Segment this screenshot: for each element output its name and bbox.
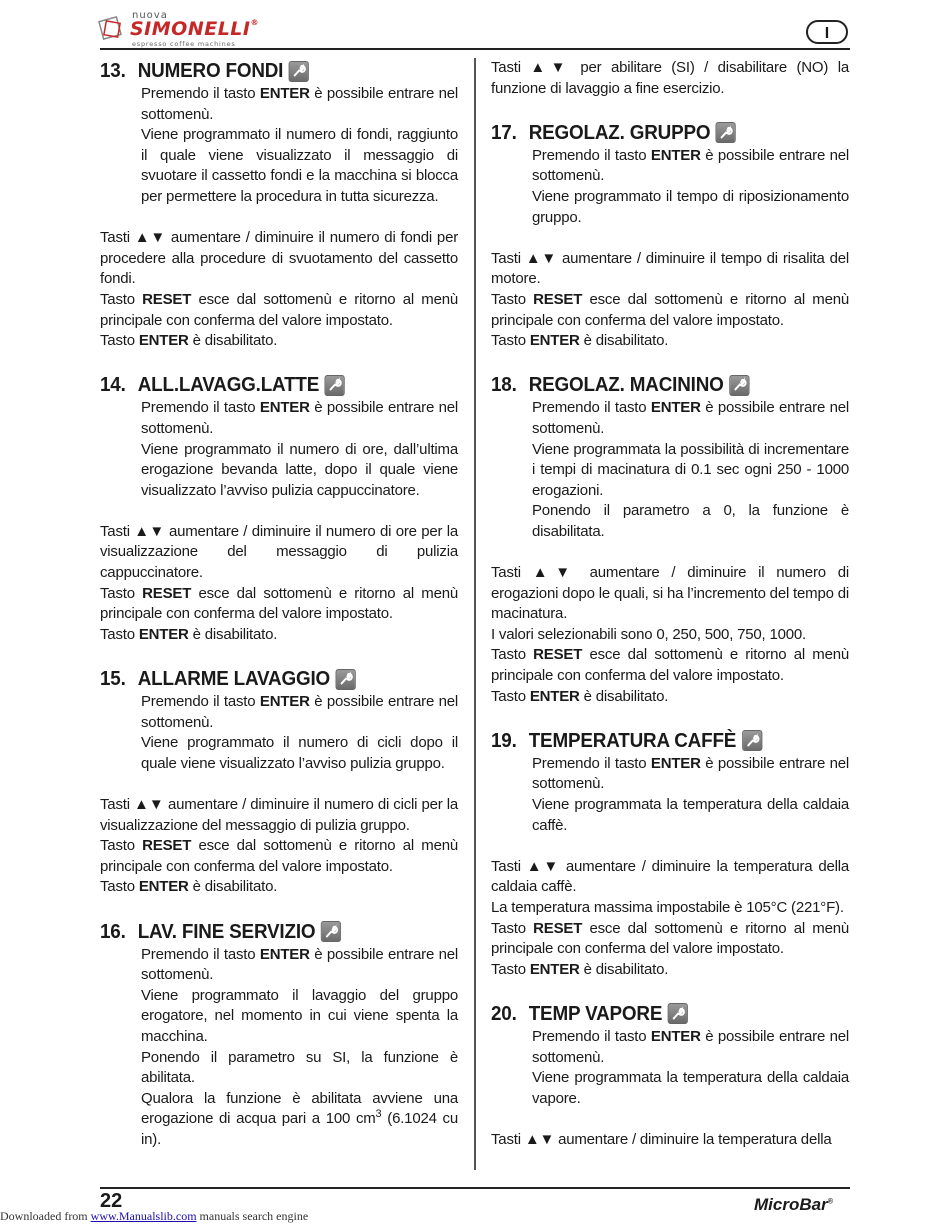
- logo-tagline: espresso coffee machines: [132, 40, 236, 48]
- section-title-19: 19. TEMPERATURA CAFFÈ: [491, 728, 820, 754]
- up-down-arrows-icon: ▲▼: [530, 59, 571, 76]
- wrench-icon: [716, 122, 736, 143]
- left-column: 13. NUMERO FONDI Premendo il tasto ENTER è possibile entrare nel sottomenù. Viene programmato il numero di fondi, raggiunto il quale viene visualizzato il messaggio di svuotare il cassetto fondi e la macchina si blocca per permettere la procedura in tutta sicurezza. Tasti ▲▼ aumentare / diminuire il numero di fondi per procedere alla procedure di svuotamento del cassetto fondi. Tasto RESET esce dal sottomenù e ritorno al menù principale con conferma del valore impostato. Tasto ENTER è disabilitato. 14. ALL.LAVAGG.LATTE Premendo il tasto ENTER è possibile entrare nel sottomenù. Viene programmato il numero di ore, dall’ultima erogazione bevanda latte, dopo il quale viene visualizzato l’avviso pulizia cappuccinatore. Tasti ▲▼ aumentare / diminuire il numero di ore per la visualizzazione del messaggio di pulizia cappuccinatore. Tasto RESET esce dal sottomenù e ritorno al menù principale con conferma del valore impostato. Tasto ENTER è disabilitato. 15. ALLARME LAVAGGIO Premendo il tasto ENTER è possibile entrare nel sottomenù. Viene programmato il numero di cicli dopo il quale viene visualizzato l’avviso pulizia gruppo. Tasti ▲▼ aumentare / diminuire il numero di cicli per la visualizzazione del messaggio di pulizia gruppo. Tasto RESET esce dal sottomenù e ritorno al menù principale con conferma del valore impostato. Tasto ENTER è disabilitato. 16. LAV. FINE SERVIZIO Premendo il tasto ENTER è possibile entrare nel sottomenù. Viene programmato il lavaggio del gruppo erogatore, nel momento in cui viene spenta la macchina. Ponendo il parametro su SI, la funzione è abilitata. Qualora la funzione è abilitata avviene una erogazione di acqua pari a 100 $cm^3$ (6.1024 cu in).: [100, 58, 458, 1151]
- wrench-icon: [289, 61, 309, 82]
- download-notice: Downloaded from www.Manualslib.com manuals search engine: [0, 1209, 309, 1223]
- section-19-body: Premendo il tasto ENTER è possibile entrare nel sottomenù. Viene programmata la temperatura della caldaia caffè.: [532, 754, 850, 834]
- wrench-icon: [668, 1003, 688, 1024]
- section-title-15: 15. ALLARME LAVAGGIO: [100, 666, 429, 692]
- page-number: 22: [100, 1190, 123, 1212]
- section-13-keys: Tasti ▲▼ aumentare / diminuire il numero di fondi per procedere alla procedure di svuotamento del cassetto fondi.: [100, 229, 459, 288]
- section-19-keys: Tasti ▲▼ aumentare / diminuire la temperatura della caldaia caffè.: [491, 857, 850, 896]
- wrench-icon: [336, 669, 356, 690]
- column-separator: [474, 58, 476, 1170]
- section-17-keys: Tasti ▲▼ aumentare / diminuire il tempo di risalita del motore.: [491, 249, 849, 288]
- section-17-body: Premendo il tasto ENTER è possibile entrare nel sottomenù. Viene programmato il tempo di riposizionamento gruppo.: [532, 146, 850, 226]
- wrench-icon: [729, 375, 749, 396]
- section-18-body: Premendo il tasto ENTER è possibile entrare nel sottomenù. Viene programmata la possibilità di incrementare i tempi di macinatura di 0.1 sec ogni 250 - 1000 erogazioni. Ponendo il parametro a 0, la funzione è disabilitata.: [532, 399, 850, 540]
- manualslib-link[interactable]: www.Manualslib.com: [90, 1209, 197, 1223]
- page-header: [0, 0, 950, 52]
- section-title-17: 17. REGOLAZ. GRUPPO: [491, 120, 820, 146]
- section-15-body: Premendo il tasto ENTER è possibile entrare nel sottomenù. Viene programmato il numero di cicli dopo il quale viene visualizzato l’avviso pulizia gruppo.: [141, 693, 459, 772]
- section-title-14: 14. ALL.LAVAGG.LATTE: [100, 372, 429, 398]
- up-down-arrows-icon: ▲▼: [134, 522, 165, 540]
- header-rule: [100, 48, 850, 50]
- footer-rule: [100, 1187, 850, 1189]
- up-down-arrows-icon: ▲▼: [526, 857, 560, 875]
- wrench-icon: [325, 375, 345, 396]
- up-down-arrows-icon: ▲▼: [134, 796, 164, 813]
- section-16-keys: Tasti ▲▼ per abilitare (SI) / disabilitare (NO) la funzione di lavaggio a fine esercizio.: [491, 59, 850, 97]
- section-20-keys: Tasti ▲▼ aumentare / diminuire la temperatura della: [491, 1130, 832, 1148]
- section-13-body: Premendo il tasto ENTER è possibile entrare nel sottomenù. Viene programmato il numero di fondi, raggiunto il quale viene visualizzato il messaggio di svuotare il cassetto fondi e la macchina si blocca per permettere la procedura in tutta sicurezza.: [141, 85, 459, 205]
- section-15-keys: Tasti ▲▼ aumentare / diminuire il numero di cicli per la visualizzazione del messaggio di pulizia gruppo.: [100, 796, 459, 834]
- logo-mark-icon: [98, 14, 126, 42]
- section-14-keys: Tasti ▲▼ aumentare / diminuire il numero di ore per la visualizzazione del messaggio di pulizia cappuccinatore.: [100, 522, 459, 582]
- section-16-body: Premendo il tasto ENTER è possibile entrare nel sottomenù. Viene programmato il lavaggio del gruppo erogatore, nel momento in cui viene spenta la macchina. Ponendo il parametro su SI, la funzione è abilitata. Qualora la funzione è abilitata avviene una erogazione di acqua pari a 100 $cm^3$ (6.1024 cu in).: [141, 945, 459, 1148]
- logo-nuova: nuova: [132, 10, 168, 21]
- section-14-body: Premendo il tasto ENTER è possibile entrare nel sottomenù. Viene programmato il numero di ore, dall’ultima erogazione bevanda latte, dopo il quale viene visualizzato l’avviso pulizia cappuccinatore.: [141, 399, 459, 499]
- section-20-body: Premendo il tasto ENTER è possibile entrare nel sottomenù. Viene programmata la temperatura della caldaia vapore.: [532, 1027, 850, 1107]
- section-title-20: 20. TEMP VAPORE: [491, 1001, 820, 1027]
- product-name: MicroBar®: [754, 1195, 833, 1214]
- up-down-arrows-icon: ▲▼: [532, 564, 578, 582]
- right-column: Tasti ▲▼ per abilitare (SI) / disabilitare (NO) la funzione di lavaggio a fine esercizio. 17. REGOLAZ. GRUPPO Premendo il tasto ENTER è possibile entrare nel sottomenù. Viene programmato il tempo di riposizionamento gruppo. Tasti ▲▼ aumentare / diminuire il tempo di risalita del motore. Tasto RESET esce dal sottomenù e ritorno al menù principale con conferma del valore impostato. Tasto ENTER è disabilitato. 18. REGOLAZ. MACININO Premendo il tasto ENTER è possibile entrare nel sottomenù. Viene programmata la possibilità di incrementare i tempi di macinatura di 0.1 sec ogni 250 - 1000 erogazioni. Ponendo il parametro a 0, la funzione è disabilitata. Tasti ▲▼ aumentare / diminuire il numero di erogazioni dopo le quali, si ha l’incremento del tempo di macinatura. I valori selezionabili sono 0, 250, 500, 750, 1000. Tasto RESET esce dal sottomenù e ritorno al menù principale con conferma del valore impostato. Tasto ENTER è disabilitato. 19. TEMPERATURA CAFFÈ Premendo il tasto ENTER è possibile entrare nel sottomenù. Viene programmata la temperatura della caldaia caffè. Tasti ▲▼ aumentare / diminuire la temperatura della caldaia caffè. La temperatura massima impostabile è 105°C (221°F). Tasto RESET esce dal sottomenù e ritorno al menù principale con conferma del valore impostato. Tasto ENTER è disabilitato. 20. TEMP VAPORE Premendo il tasto ENTER è possibile entrare nel sottomenù. Viene programmata la temperatura della caldaia vapore. Tasti ▲▼ aumentare / diminuire la temperatura della: [491, 58, 849, 1151]
- section-title-18: 18. REGOLAZ. MACININO: [491, 372, 820, 398]
- section-18-keys: Tasti ▲▼ aumentare / diminuire il numero di erogazioni dopo le quali, si ha l’incremento del tempo di macinatura.: [491, 564, 850, 623]
- language-badge: I: [806, 20, 848, 44]
- up-down-arrows-icon: ▲▼: [134, 229, 166, 247]
- up-down-arrows-icon: ▲▼: [525, 249, 558, 267]
- section-title-13: 13. NUMERO FONDI: [100, 58, 429, 84]
- wrench-icon: [321, 921, 341, 942]
- logo-brand: SIMONELLI®: [130, 18, 259, 40]
- section-title-16: 16. LAV. FINE SERVIZIO: [100, 919, 429, 945]
- wrench-icon: [742, 730, 762, 751]
- simonelli-logo: [98, 10, 288, 46]
- up-down-arrows-icon: ▲▼: [524, 1130, 555, 1148]
